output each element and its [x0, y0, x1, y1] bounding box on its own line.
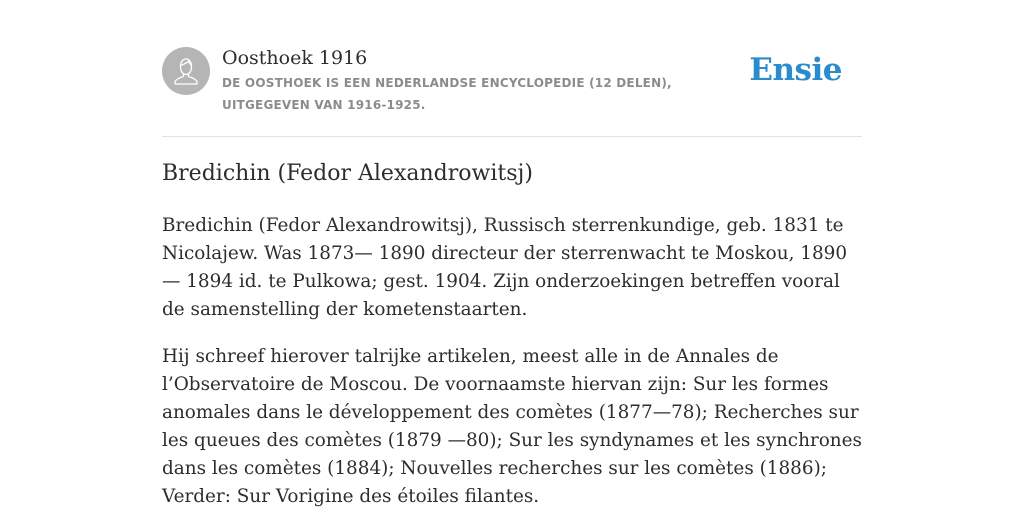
ensie-logo[interactable]: Ensie: [749, 52, 842, 88]
source-title[interactable]: Oosthoek 1916: [222, 47, 368, 69]
article-paragraph: Bredichin (Fedor Alexandrowitsj), Russisch sterrenkundige, geb. 1831 te Nicolajew. Was 1873— 1890 directeur der sterrenwacht te Moskou, 1890— 1894 id. te Pulkowa; gest. 1904. Zijn onderzoekingen betreffen vooral de samenstelling der kometenstaarten.: [162, 215, 848, 320]
article-title: Bredichin (Fedor Alexandrowitsj): [162, 161, 533, 186]
source-header: [162, 0, 862, 137]
article-body: [162, 212, 864, 512]
source-description: DE OOSTHOEK IS EEN NEDERLANDSE ENCYCLOPEDIE (12 DELEN), UITGEGEVEN VAN 1916-1925.: [222, 76, 672, 112]
user-silhouette-icon: [162, 47, 210, 95]
page: [162, 0, 862, 507]
article-paragraph: Hij schreef hierover talrijke artikelen, meest alle in de Annales de l’Observatoire de Moscou. De voornaamste hiervan zijn: Sur les formes anomales dans le développement des comètes (1877—78); Recherches sur les queues des comètes (1879 —80); Sur les syndynames et les synchrones dans les comètes (1884); Nouvelles recherches sur les comètes (1886); Verder: Sur Vorigine des étoiles filantes.: [162, 346, 862, 507]
user-avatar-icon[interactable]: [162, 47, 210, 95]
